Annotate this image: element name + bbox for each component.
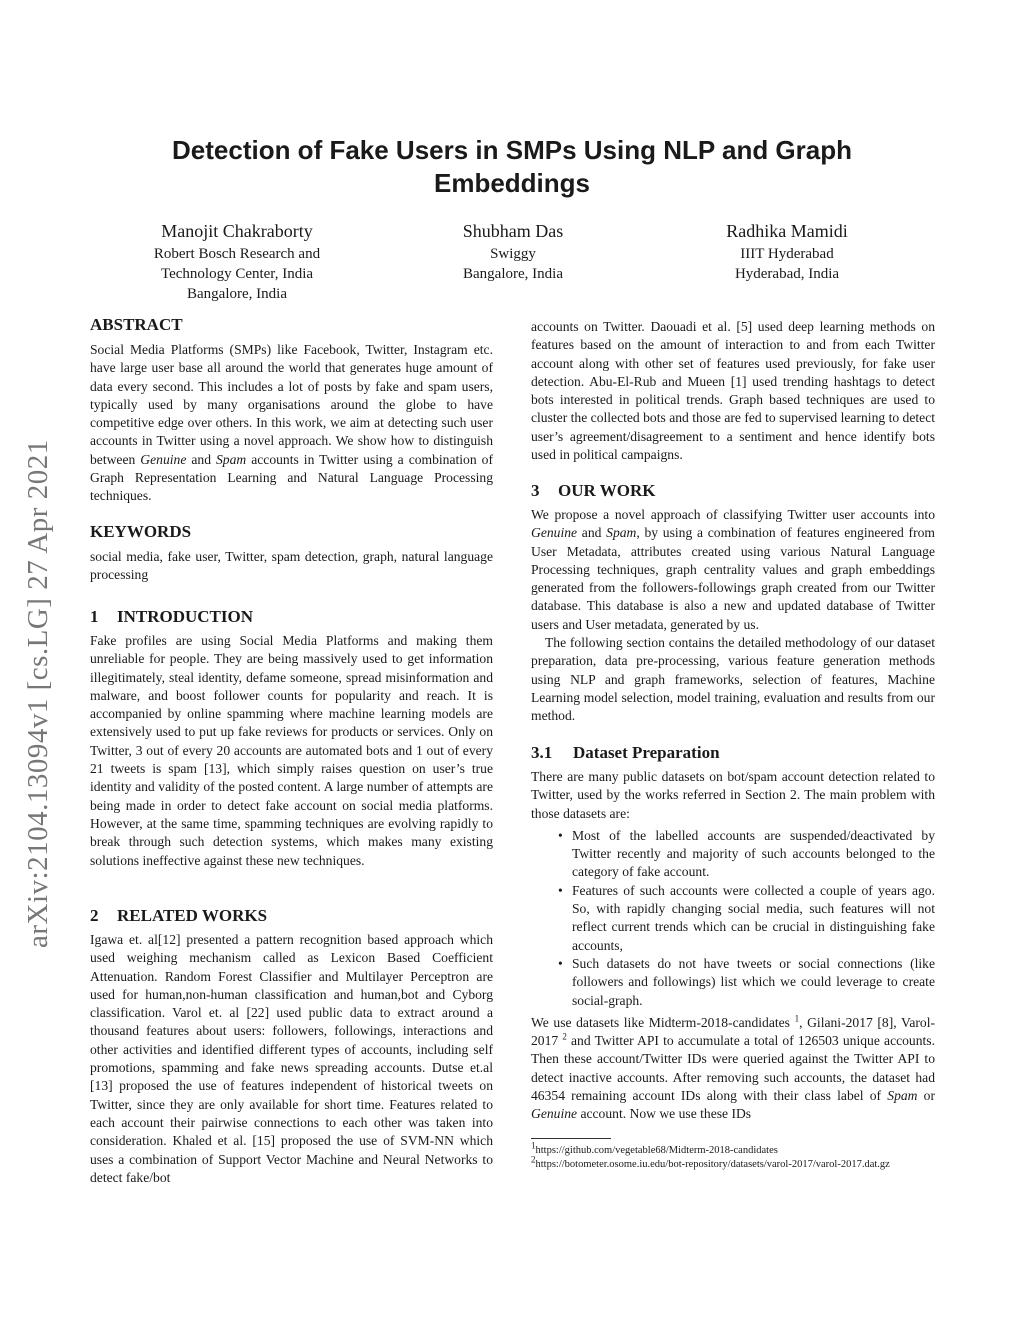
author-name: Shubham Das xyxy=(462,221,564,241)
related-works-text-continued: accounts on Twitter. Daouadi et al. [5] used deep learning methods on features based on the amount of interaction to and from each Twitter account along with other set of features used previously, for fake user detection. Abu-El-Rub and Mueen [1] used trending hashtags to detect bots interested in political trends. Graph based techniques are used to cluster the collected bots and those are fed to supervised learning to detect user’s agreement/disagreement to a sentiment and hence identify bots used in political campaigns. xyxy=(531,319,935,463)
text: or xyxy=(917,1088,935,1104)
list-item xyxy=(558,955,935,1010)
dataset-intro: There are many public datasets on bot/spam account detection related to Twitter, used by the works referred in Section 2. The main problem with those datasets are: xyxy=(531,769,935,821)
bullet-icon: • xyxy=(558,827,563,843)
author-block xyxy=(383,220,643,284)
section-title: INTRODUCTION xyxy=(117,607,254,626)
dataset-preparation-body xyxy=(531,768,935,1124)
section-heading-our-work xyxy=(531,481,935,501)
text: , Gilani-2017 [8], Varol-2017 xyxy=(531,1014,935,1049)
footnote-link[interactable]: https://github.com/vegetable68/Midterm-2018-candidates xyxy=(535,1145,778,1156)
author-name: Manojit Chakraborty xyxy=(161,221,313,241)
list-item xyxy=(558,882,935,955)
text: and xyxy=(186,451,216,467)
footnotes xyxy=(531,1140,935,1171)
footnote-mark: 2 xyxy=(531,1154,536,1164)
list-item xyxy=(558,827,935,882)
abstract-heading: ABSTRACT xyxy=(90,315,183,334)
section-title: RELATED WORKS xyxy=(117,906,268,925)
list-item-text: Most of the labelled accounts are suspended/deactivated by Twitter recently and majority of such accounts belonged to the category of fake account. xyxy=(572,827,935,880)
footnote xyxy=(531,1140,935,1158)
text: and Twitter API to accumulate a total of 126503 unique accounts. Then these account/Twitter IDs were queried against the Twitter API to detect inactive accounts. After removing such accounts, the dataset had 46354 remaining account IDs along with their class label of xyxy=(531,1033,935,1104)
text-italic: Spam xyxy=(606,525,637,541)
footnote-mark: 1 xyxy=(531,1140,536,1151)
section-heading-introduction xyxy=(90,607,493,627)
section-heading-related-works xyxy=(90,906,493,926)
footnote-link[interactable]: https://botometer.osome.iu.edu/bot-repository/datasets/varol-2017/varol-2017.dat.gz xyxy=(535,1158,890,1170)
text-italic: Genuine xyxy=(531,1106,578,1122)
footnote-ref[interactable]: 2 xyxy=(562,1031,567,1042)
text: We propose a novel approach of classifying Twitter user accounts into xyxy=(531,507,935,522)
paper-title: Detection of Fake Users in SMPs Using NLP and Graph Embeddings xyxy=(172,135,852,198)
footnote-ref[interactable]: 1 xyxy=(794,1013,800,1024)
text-italic: Spam xyxy=(216,451,247,467)
text-italic: Genuine xyxy=(531,525,578,541)
author-affiliation: IIIT Hyderabad xyxy=(740,246,834,262)
author-affiliation: Technology Center, India xyxy=(160,266,314,282)
author-affiliation: Hyderabad, India xyxy=(734,266,840,282)
our-work-paragraph xyxy=(531,506,935,634)
text: , by using a combination of features engineered from User Metadata, attributes created using various Natural Language Processing techniques, graph centrality values and graph embeddings generated from the followers-followings graph created from our Twitter database. This database is also a new and updated database of Twitter users and User metadata, generated by us. xyxy=(531,525,935,632)
related-works-text: Igawa et. al[12] presented a pattern recognition based approach which used weighing mechanism called as Lexicon Based Coefficient Attenuation. Random Forest Classifier and Multilayer Perceptron are used for human,non-human classification and human,bot and Cyborg classification. Varol et. al [22] used public data to extract around a thousand features about users: followers, followings, interactions and other activities and identified different types of accounts, including self promotions, spamming and fake news spreading accounts. Dutse et.al [13] proposed the use of features independent of historical tweets on Twitter, since they are only available for short time. Features related to each account their pairwise connections to each other was taken into consideration. Khaled et al. [15] proposed the use of SVM-NN which uses a combination of Support Vector Machine and Neural Networks to detect fake/bot xyxy=(90,932,493,1185)
text-italic: Genuine xyxy=(140,451,187,467)
text: Social Media Platforms (SMPs) like Facebook, Twitter, Instagram etc. have large user base all around the world that generates huge amount of data every second. This includes a lot of posts by fake and spam users, typically used by many organisations around the globe to have competitive edge over others. In this work, we aim at detecting such user accounts in Twitter using a novel approach. We show how to distinguish between xyxy=(90,342,493,467)
section-number: 3 xyxy=(531,481,540,500)
section-number: 2 xyxy=(90,906,99,925)
author-affiliation: Robert Bosch Research and xyxy=(153,246,321,262)
our-work-paragraph: The following section contains the detailed methodology of our dataset preparation, data pre-processing, various feature generation methods using NLP and graph frameworks, selection of features, Machine Learning model selection, model training, evaluation and results from our method. xyxy=(531,635,935,724)
list-item-text: Features of such accounts were collected a couple of years ago. So, with rapidly changing social media, such features will not reflect current trends which can be crucial in distinguishing fake accounts, xyxy=(572,882,935,953)
text: accounts in Twitter using a combination of Graph Representation Learning and Natural Language Processing techniques. xyxy=(90,451,493,504)
section-title: OUR WORK xyxy=(558,481,656,500)
author-affiliation: Bangalore, India xyxy=(187,286,287,302)
author-name: Radhika Mamidi xyxy=(726,221,848,241)
abstract-text xyxy=(90,341,493,506)
author-affiliation: Bangalore, India xyxy=(463,266,563,282)
list-item-text: Such datasets do not have tweets or social connections (like followers and followings) list which we could leverage to create social-graph. xyxy=(572,955,935,1008)
text-italic: Spam xyxy=(887,1088,918,1104)
keywords-text: social media, fake user, Twitter, spam detection, graph, natural language processing xyxy=(90,549,493,583)
text: We use datasets like Midterm-2018-candidates xyxy=(531,1014,795,1030)
author-block xyxy=(657,220,917,284)
text: account. Now we use these IDs xyxy=(577,1106,752,1122)
introduction-text: Fake profiles are using Social Media Platforms and making them unreliable for people. They are being massively used to get information illegitimately, steal identity, defame someone, spread misinformation and malware, and boost follower counts for popularity and reach. It is accompanied by online spamming where machine learning models are extensively used to put up fake reviews for products or services. Only on Twitter, 3 out of every 20 accounts are automated bots and 1 out of every 21 tweets is spam [13], which simply raises question on user’s true identity and validity of the posted content. A large number of attempts are being made in order to detect fake account on social media platforms. However, at the same time, spamming techniques are evolving rapidly to break through such detection systems, which makes many existing solutions ineffective against these new techniques. xyxy=(90,633,493,868)
section-number: 1 xyxy=(90,607,99,626)
text: and xyxy=(577,525,607,541)
section-title: Dataset Preparation xyxy=(573,743,720,762)
arxiv-side-label: arXiv:2104.13094v1 [cs.LG] 27 Apr 2021 xyxy=(22,439,54,948)
section-number: 3.1 xyxy=(531,743,553,762)
author-affiliation: Swiggy xyxy=(490,246,536,262)
author-block xyxy=(107,220,367,304)
problem-list xyxy=(531,827,935,1010)
dataset-paragraph xyxy=(531,1014,935,1124)
bullet-icon: • xyxy=(558,882,563,898)
footnote xyxy=(531,1154,935,1172)
subsection-heading-dataset-preparation xyxy=(531,743,935,763)
bullet-icon: • xyxy=(558,955,563,971)
our-work-body xyxy=(531,506,935,726)
footnote-divider xyxy=(531,1138,611,1139)
keywords-heading: KEYWORDS xyxy=(90,522,192,541)
